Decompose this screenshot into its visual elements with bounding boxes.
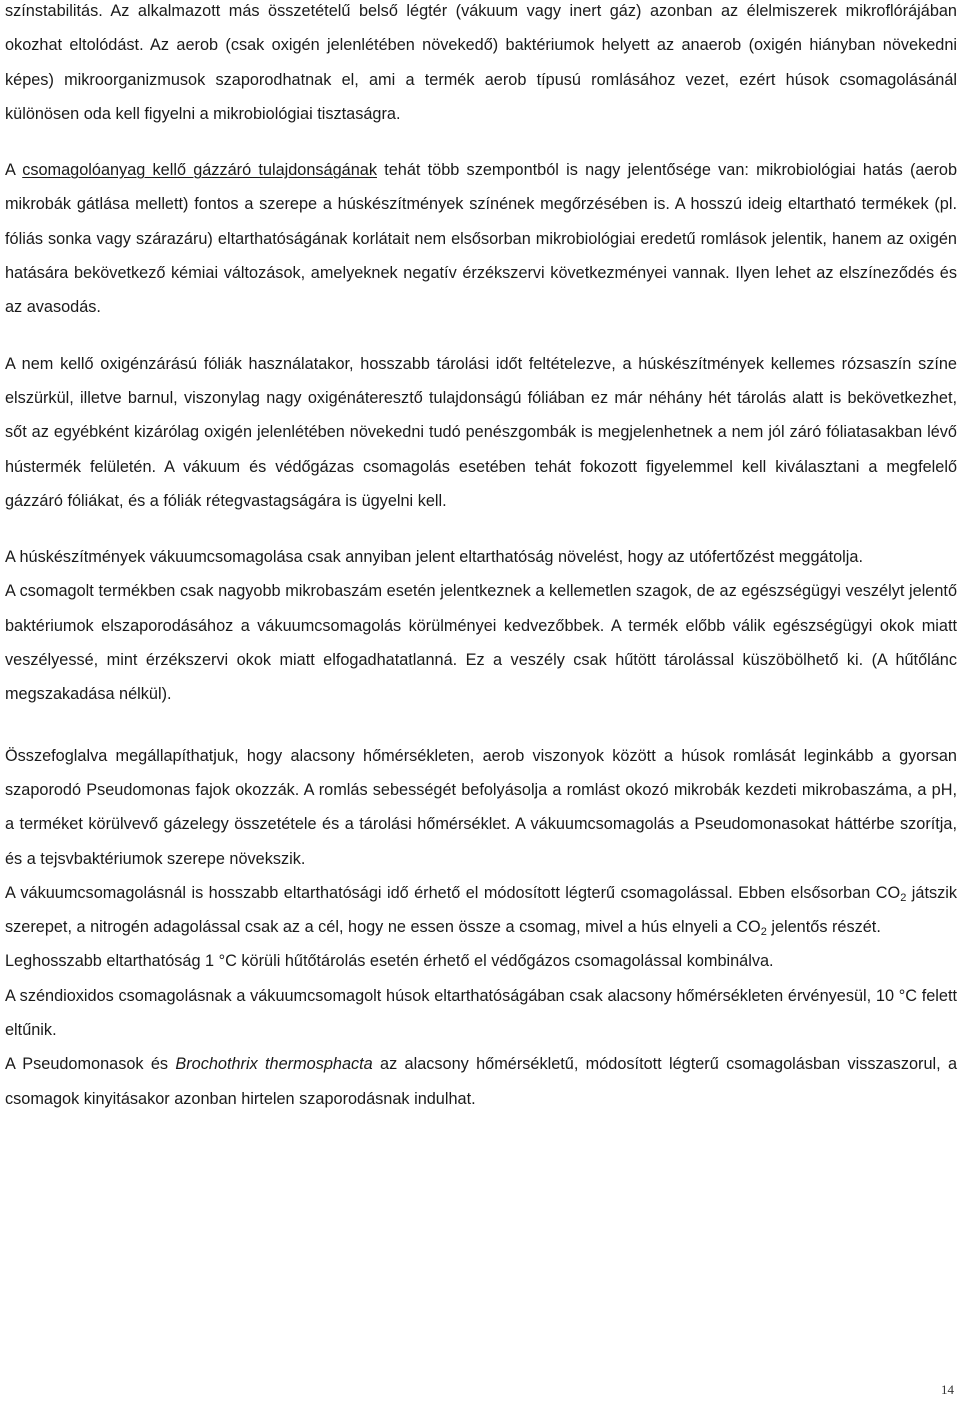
paragraph-7-part-b: játszik szerepet, a nitrogén adagolással csak az a cél, hogy ne essen össze a csomag, mivel a hús elnyeli a CO — [5, 883, 958, 937]
paragraph-10-part-b: az alacsony hőmérsékletű, módosított légterű csomagolásban visszaszorul, a csomagok kinyitásakor azonban hirtelen szaporodásnak indulhat. — [5, 1055, 957, 1108]
paragraph-7-part-a: A vákuumcsomagolásnál is hosszabb eltarthatósági idő érhető el módosított légterű csomagolással. Ebben elsősorban CO — [5, 883, 901, 902]
paragraph-2-start: A — [5, 161, 15, 180]
paragraph-3: A nem kellő oxigénzárású fóliák használatakor, hosszabb tárolási időt feltételezve, a húskészítmények kellemes rózsaszín színe elszürkül, illetve barnul, viszonylag nagy oxigénáteresztő tulajdonságú fóliában ez már néhány hét tárolás alatt is bekövetkezhet, sőt az egyébként kizárólag oxigén jelenlétében növekedni tudó penészgombák is megjelenhetnek a nem jól záró fóliatasakban lévő hústermék felületén. A vákuum és védőgázas csomagolás esetében tehát fokozott figyelemmel kell kiválasztani a megfelelő gázzáró fóliákat, és a fóliák rétegvastagságára is ügyelni kell. — [5, 354, 957, 510]
underlined-phrase: csomagolóanyag kellő gázzáró tulajdonságának — [22, 161, 377, 180]
paragraph-7-part-c: jelentős részét. — [766, 918, 881, 937]
subscript-2: 2 — [900, 891, 907, 904]
paragraph-7 — [5, 876, 957, 945]
subscript-2: 2 — [760, 926, 767, 939]
paragraph-9: A széndioxidos csomagolásnak a vákuumcsomagolt húsok eltarthatóságában csak alacsony hőmérsékleten érvényesül, 10 °C felett eltűnik. — [5, 986, 957, 1040]
paragraph-10 — [5, 1047, 957, 1116]
paragraph-10-part-a: A Pseudomonasok és — [5, 1055, 176, 1074]
italic-species-name: Brochothrix thermosphacta — [175, 1055, 373, 1074]
page-number: 14 — [941, 1382, 954, 1397]
paragraph-6: Összefoglalva megállapíthatjuk, hogy alacsony hőmérsékleten, aerob viszonyok között a húsok romlását leginkább a gyorsan szaporodó Pseudomonas fajok okozzák. A romlás sebességét befolyásolja a romlást okozó mikrobák kezdeti mikrobaszáma, a pH, a terméket körülvevő gázelegy összetétele és a tárolási hőmérséklet. A vákuumcsomagolás a Pseudomonasokat háttérbe szorítja, és a tejsvbaktériumok szerepe növekszik. — [5, 746, 957, 868]
paragraph-2 — [5, 153, 957, 324]
paragraph-2-rest: tehát több szempontból is nagy jelentősége van: mikrobiológiai hatás (aerob mikrobák gátlása mellett) fontos a szerepe a húskészítmények színének megőrzésében is. A hosszú ideig eltartható termékek (pl. fóliás sonka vagy szárazáru) eltarthatóságának korlátait nem elsősorban mikrobiológiai eredetű romlások jelentik, hanem az oxigén hatására bekövetkező kémiai változások, amelyeknek negatív érzékszervi következményei vannak. Ilyen lehet az elszíneződés és az avasodás. — [5, 161, 958, 317]
paragraph-5: A csomagolt termékben csak nagyobb mikrobaszám esetén jelentkeznek a kellemetlen szagok, de az egészségügyi veszélyt jelentő baktériumok elszaporodásához a vákuumcsomagolás körülményei kedvezőbbek. A termék előbb válik egészségügyi okok miatt veszélyessé, mint érzékszervi okok miatt elfogadhatatlanná. Ez a veszély csak hűtött tárolással küszöbölhető ki. (A hűtőlánc megszakadása nélkül). — [5, 582, 957, 704]
paragraph-8: Leghosszabb eltarthatóság 1 °C körüli hűtőtárolás esetén érhető el védőgázos csomagolással kombinálva. — [5, 952, 774, 971]
document-page — [5, 0, 957, 1116]
paragraph-4: A húskészítmények vákuumcsomagolása csak annyiban jelent eltarthatóság növelést, hogy az utófertőzést meggátolja. — [5, 548, 863, 567]
paragraph-1: színstabilitás. Az alkalmazott más összetételű belső légtér (vákuum vagy inert gáz) azonban az élelmiszerek mikroflórájában okozhat eltolódást. Az aerob (csak oxigén jelenlétében növekedő) baktériumok helyett az anaerob (oxigén hiányban növekedni képes) mikroorganizmusok szaporodhatnak el, ami a termék aerob típusú romlásához vezet, ezért húsok csomagolásánál különösen oda kell figyelni a mikrobiológiai tisztaságra. — [5, 2, 957, 123]
